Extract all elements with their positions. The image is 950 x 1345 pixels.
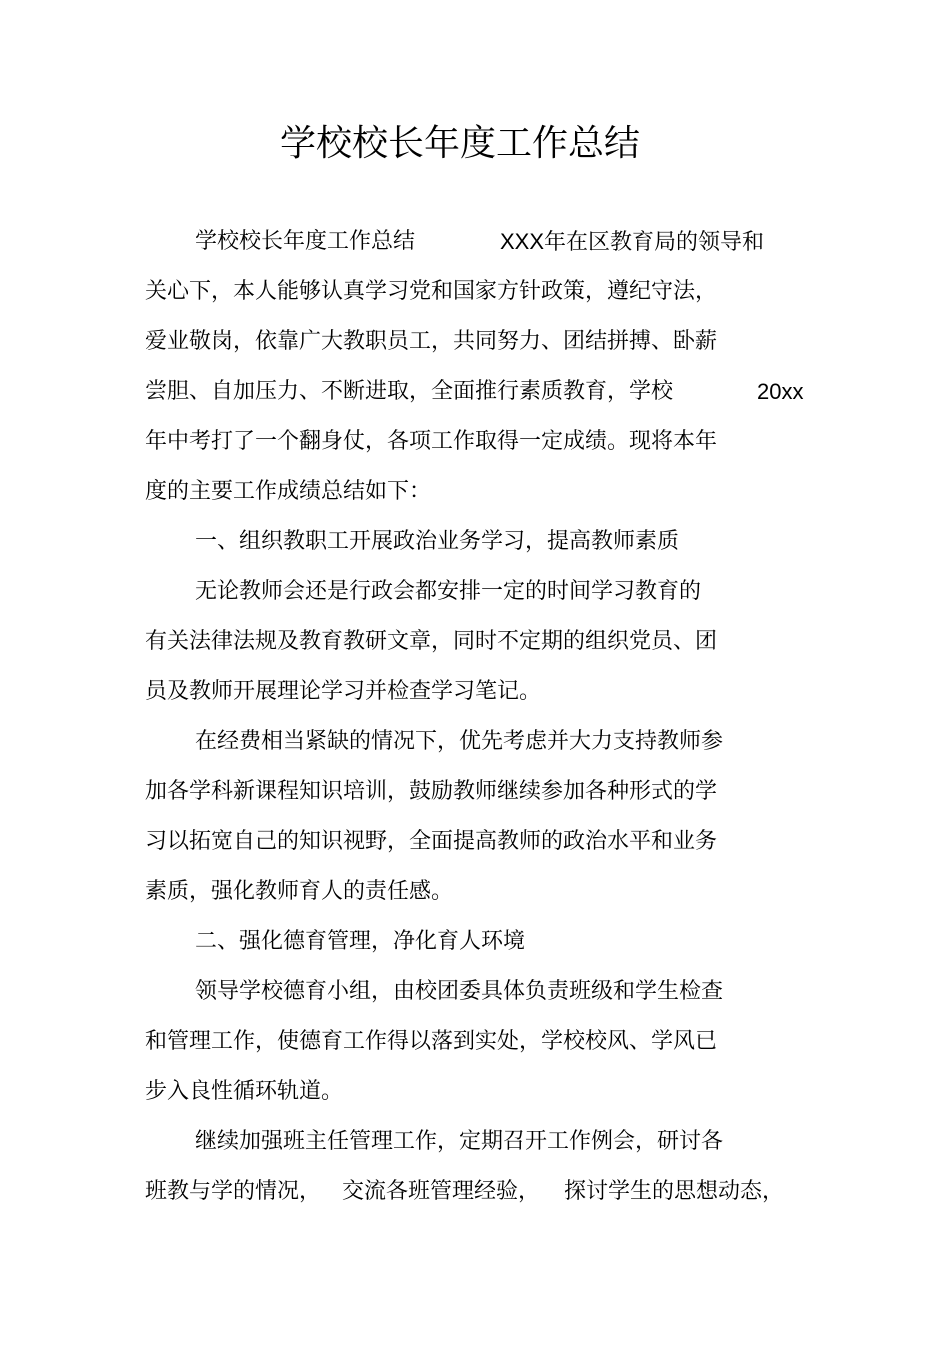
- body-line-1b: XXX年在区教育局的领导和: [500, 229, 765, 254]
- body-line-14: 领导学校德育小组，由校团委具体负责班级和学生检查: [195, 979, 724, 1004]
- body-line-7: 无论教师会还是行政会都安排一定的时间学习教育的: [195, 579, 702, 604]
- body-line-11: 加各学科新课程知识培训，鼓励教师继续参加各种形式的学: [145, 779, 718, 804]
- body-line-4a: 尝胆、自加压力、不断进取，全面推行素质教育，学校: [145, 379, 674, 404]
- section-heading-1: 一、组织教职工开展政治业务学习，提高教师素质: [195, 529, 680, 554]
- body-line-10: 在经费相当紧缺的情况下，优先考虑并大力支持教师参: [195, 729, 724, 754]
- body-line-18b: 交流各班管理经验，: [342, 1179, 541, 1204]
- body-line-18c: 探讨学生的思想动态，: [564, 1179, 785, 1204]
- section-heading-2: 二、强化德育管理，净化育人环境: [195, 929, 526, 954]
- body-line-13: 素质，强化教师育人的责任感。: [145, 879, 454, 904]
- body-line-18a: 班教与学的情况，: [145, 1179, 322, 1204]
- document-title: 学校校长年度工作总结: [279, 123, 640, 164]
- body-line-1a: 学校校长年度工作总结: [195, 229, 416, 254]
- body-line-2: 关心下，本人能够认真学习党和国家方针政策，遵纪守法，: [145, 279, 718, 304]
- body-line-5: 年中考打了一个翻身仗，各项工作取得一定成绩。现将本年: [145, 429, 718, 454]
- body-line-9: 员及教师开展理论学习并检查学习笔记。: [145, 679, 542, 704]
- body-line-12: 习以拓宽自己的知识视野，全面提高教师的政治水平和业务: [145, 829, 718, 854]
- body-line-8: 有关法律法规及教育教研文章，同时不定期的组织党员、团: [145, 629, 718, 654]
- body-line-16: 步入良性循环轨道。: [145, 1079, 344, 1104]
- body-line-17: 继续加强班主任管理工作，定期召开工作例会，研讨各: [195, 1129, 724, 1154]
- body-line-15: 和管理工作，使德育工作得以落到实处，学校校风、学风已: [145, 1029, 718, 1054]
- body-line-4b: 20xx: [757, 379, 804, 404]
- body-line-3: 爱业敬岗，依靠广大教职员工，共同努力、团结拼搏、卧薪: [145, 329, 718, 354]
- body-line-6: 度的主要工作成绩总结如下：: [145, 479, 432, 504]
